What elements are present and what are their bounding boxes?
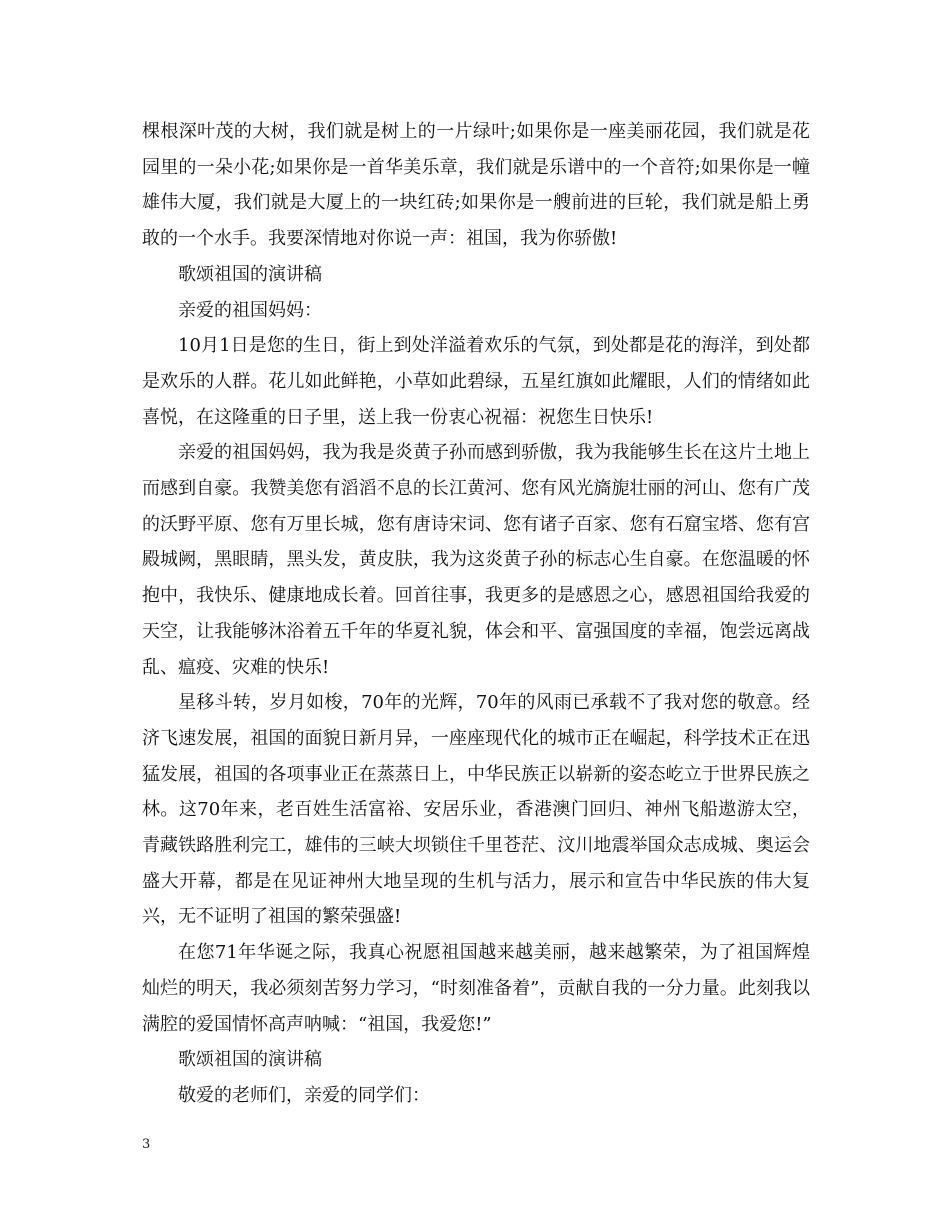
salutation: 敬爱的老师们，亲爱的同学们： [178, 1084, 430, 1106]
section-title: 歌颂祖国的演讲稿 [178, 263, 322, 285]
paragraph: 在您71年华诞之际，我真心祝愿祖国越来越美丽，越来越繁荣，为了祖国辉煌灿烂的明天，我必须刻苦努力学习，“时刻准备着”，贡献自我的一分力量。此刻我以满腔的爱国情怀高声呐喊：“祖国，我爱您!” [142, 942, 810, 1035]
section-title: 歌颂祖国的演讲稿 [178, 1049, 322, 1071]
salutation: 亲爱的祖国妈妈： [178, 299, 322, 321]
paragraph: 亲爱的祖国妈妈，我为我是炎黄子孙而感到骄傲，我为我能够生长在这片土地上而感到自豪。我赞美您有滔滔不息的长江黄河、您有风光旖旎壮丽的河山、您有广茂的沃野平原、您有万里长城，您有唐诗宋词、您有诸子百家、您有石窟宝塔、您有宫殿城阙，黑眼睛，黑头发，黄皮肤，我为这炎黄子孙的标志心生自豪。在您温暖的怀抱中，我快乐、健康地成长着。回首往事，我更多的是感恩之心，感恩祖国给我爱的天空，让我能够沐浴着五千年的华夏礼貌，体会和平、富强国度的幸福，饱尝远离战乱、瘟疫、灾难的快乐! [142, 442, 810, 678]
document-body [142, 114, 810, 1114]
page-number: 3 [142, 1137, 151, 1152]
paragraph: 星移斗转，岁月如梭，70年的光辉，70年的风雨已承载不了我对您的敬意。经济飞速发展，祖国的面貌日新月异，一座座现代化的城市正在崛起，科学技术正在迅猛发展，祖国的各项事业正在蒸蒸日上，中华民族正以崭新的姿态屹立于世界民族之林。这70年来，老百姓生活富裕、安居乐业，香港澳门回归、神州飞船遨游太空，青藏铁路胜利完工，雄伟的三峡大坝锁住千里苍茫、汶川地震举国众志成城、奥运会盛大开幕，都是在见证神州大地呈现的生机与活力，展示和宣告中华民族的伟大复兴，无不证明了祖国的繁荣强盛! [142, 692, 810, 928]
paragraph-continuation: 棵根深叶茂的大树，我们就是树上的一片绿叶;如果你是一座美丽花园，我们就是花园里的一朵小花;如果你是一首华美乐章，我们就是乐谱中的一个音符;如果你是一幢雄伟大厦，我们就是大厦上的一块红砖;如果你是一艘前进的巨轮，我们就是船上勇敢的一个水手。我要深情地对你说一声：祖国，我为你骄傲! [142, 121, 810, 250]
paragraph: 10月1日是您的生日，街上到处洋溢着欢乐的气氛，到处都是花的海洋，到处都是欢乐的人群。花儿如此鲜艳，小草如此碧绿，五星红旗如此耀眼，人们的情绪如此喜悦，在这隆重的日子里，送上我一份衷心祝福：祝您生日快乐! [142, 335, 810, 428]
